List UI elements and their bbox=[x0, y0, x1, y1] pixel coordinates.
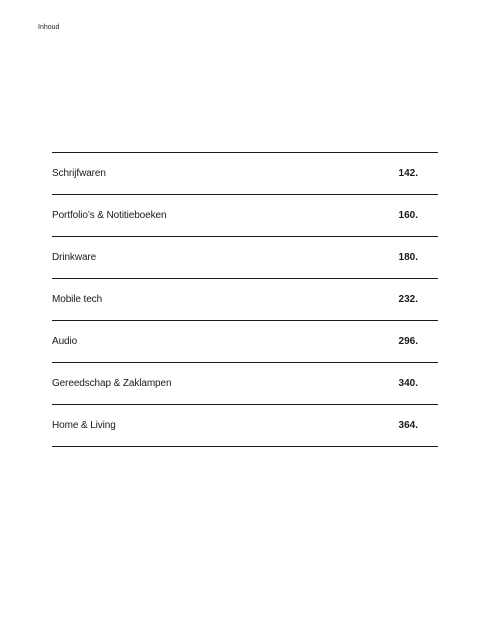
toc-item-page-number: 296. bbox=[398, 336, 418, 347]
toc-item-schrijfwaren[interactable] bbox=[52, 153, 438, 195]
toc-item-drinkware[interactable] bbox=[52, 237, 438, 279]
toc-item-home-living[interactable] bbox=[52, 405, 438, 447]
toc-item-audio[interactable] bbox=[52, 321, 438, 363]
toc-item-page-number: 340. bbox=[398, 378, 418, 389]
toc-item-portfolios-notitieboeken[interactable] bbox=[52, 195, 438, 237]
toc-item-title: Audio bbox=[52, 336, 78, 347]
page-header-label: Inhoud bbox=[38, 24, 60, 31]
toc-item-title: Home & Living bbox=[52, 420, 116, 431]
toc-item-page-number: 364. bbox=[398, 420, 418, 431]
toc-item-page-number: 180. bbox=[398, 252, 418, 263]
toc-item-title: Mobile tech bbox=[52, 294, 103, 305]
table-of-contents bbox=[52, 152, 438, 447]
toc-item-title: Drinkware bbox=[52, 252, 97, 263]
toc-item-page-number: 160. bbox=[398, 210, 418, 221]
toc-item-page-number: 232. bbox=[398, 294, 418, 305]
toc-item-mobile-tech[interactable] bbox=[52, 279, 438, 321]
toc-item-gereedschap-zaklampen[interactable] bbox=[52, 363, 438, 405]
toc-item-title: Portfolio’s & Notitieboeken bbox=[52, 210, 167, 221]
toc-item-title: Schrijfwaren bbox=[52, 168, 106, 179]
toc-item-page-number: 142. bbox=[398, 168, 418, 179]
toc-item-title: Gereedschap & Zaklampen bbox=[52, 378, 172, 389]
